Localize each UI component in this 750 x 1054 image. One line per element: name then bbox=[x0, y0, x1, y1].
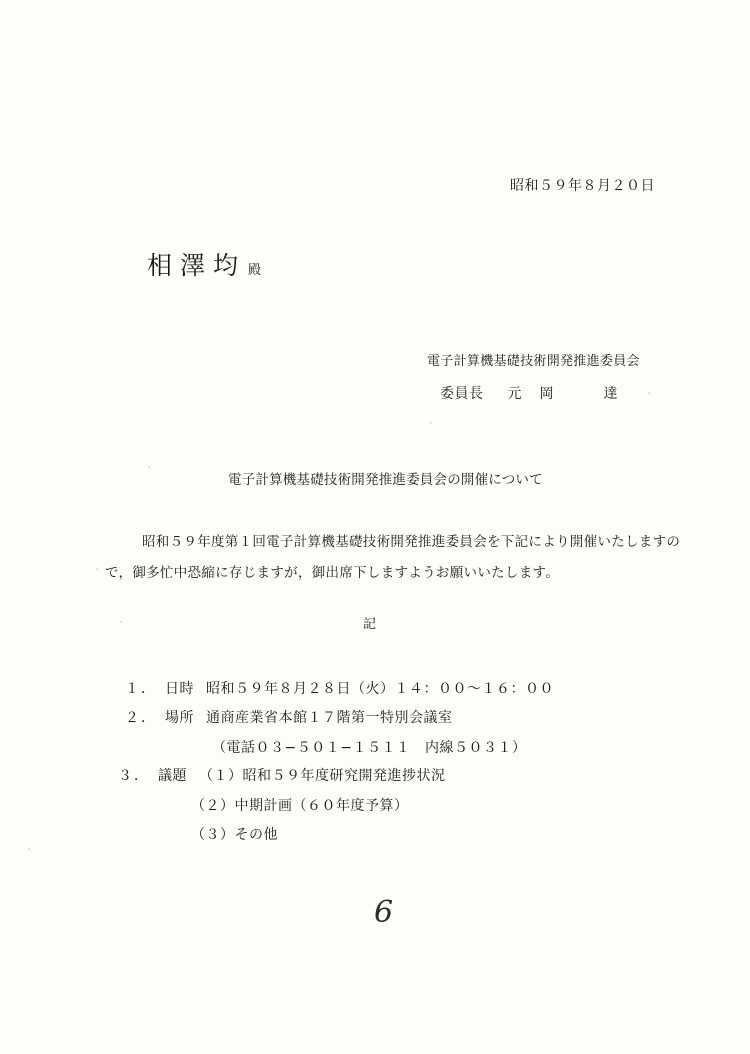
item-agenda bbox=[118, 765, 446, 785]
item-number: ３． bbox=[118, 768, 150, 784]
sender-name: 元岡 達 bbox=[507, 386, 636, 402]
document-subject: 電子計算機基礎技術開発推進委員会の開催について bbox=[228, 472, 543, 488]
item-label: 日時 bbox=[165, 681, 194, 697]
location-phone: （電話０３−５０１−１５１１ 内線５０３１） bbox=[212, 740, 527, 756]
item-label: 場所 bbox=[165, 710, 194, 726]
agenda-item-1: （１）昭和５９年度研究開発進捗状況 bbox=[199, 768, 446, 784]
ki-heading: 記 bbox=[363, 617, 377, 632]
body-text-line-2: で，御多忙中恐縮に存じますが，御出席下しますようお願いいたします。 bbox=[105, 565, 560, 581]
addressee-name: 相澤均 bbox=[147, 251, 247, 280]
scan-speck bbox=[96, 568, 98, 570]
scan-speck bbox=[648, 392, 650, 394]
item-label: 議題 bbox=[158, 768, 187, 784]
addressee bbox=[147, 246, 261, 282]
scan-speck bbox=[148, 466, 150, 468]
scan-speck bbox=[430, 422, 432, 424]
item-number: ２． bbox=[125, 710, 157, 726]
document-date: 昭和５９年８月２０日 bbox=[510, 178, 655, 194]
item-location bbox=[125, 707, 453, 727]
addressee-honorific: 殿 bbox=[248, 263, 262, 278]
item-datetime bbox=[125, 678, 554, 698]
body-text-line-1: 昭和５９年度第１回電子計算機基礎技術開発推進委員会を下記により開催いたしますの bbox=[142, 534, 681, 550]
item-value: 通商産業省本館１７階第一特別会議室 bbox=[206, 710, 453, 726]
scan-speck bbox=[120, 621, 122, 623]
item-number: １． bbox=[125, 681, 157, 697]
agenda-item-2: （２）中期計画（６０年度予算） bbox=[191, 798, 409, 814]
agenda-item-3: （３）その他 bbox=[191, 827, 278, 843]
sender-chair bbox=[440, 383, 636, 403]
scan-speck bbox=[28, 848, 30, 850]
handwritten-page-mark: 6 bbox=[374, 895, 394, 930]
sender-title: 委員長 bbox=[440, 386, 484, 402]
sender-organization: 電子計算機基礎技術開発推進委員会 bbox=[427, 354, 640, 369]
item-value: 昭和５９年８月２８日（火）１４：００〜１６：００ bbox=[206, 681, 554, 697]
